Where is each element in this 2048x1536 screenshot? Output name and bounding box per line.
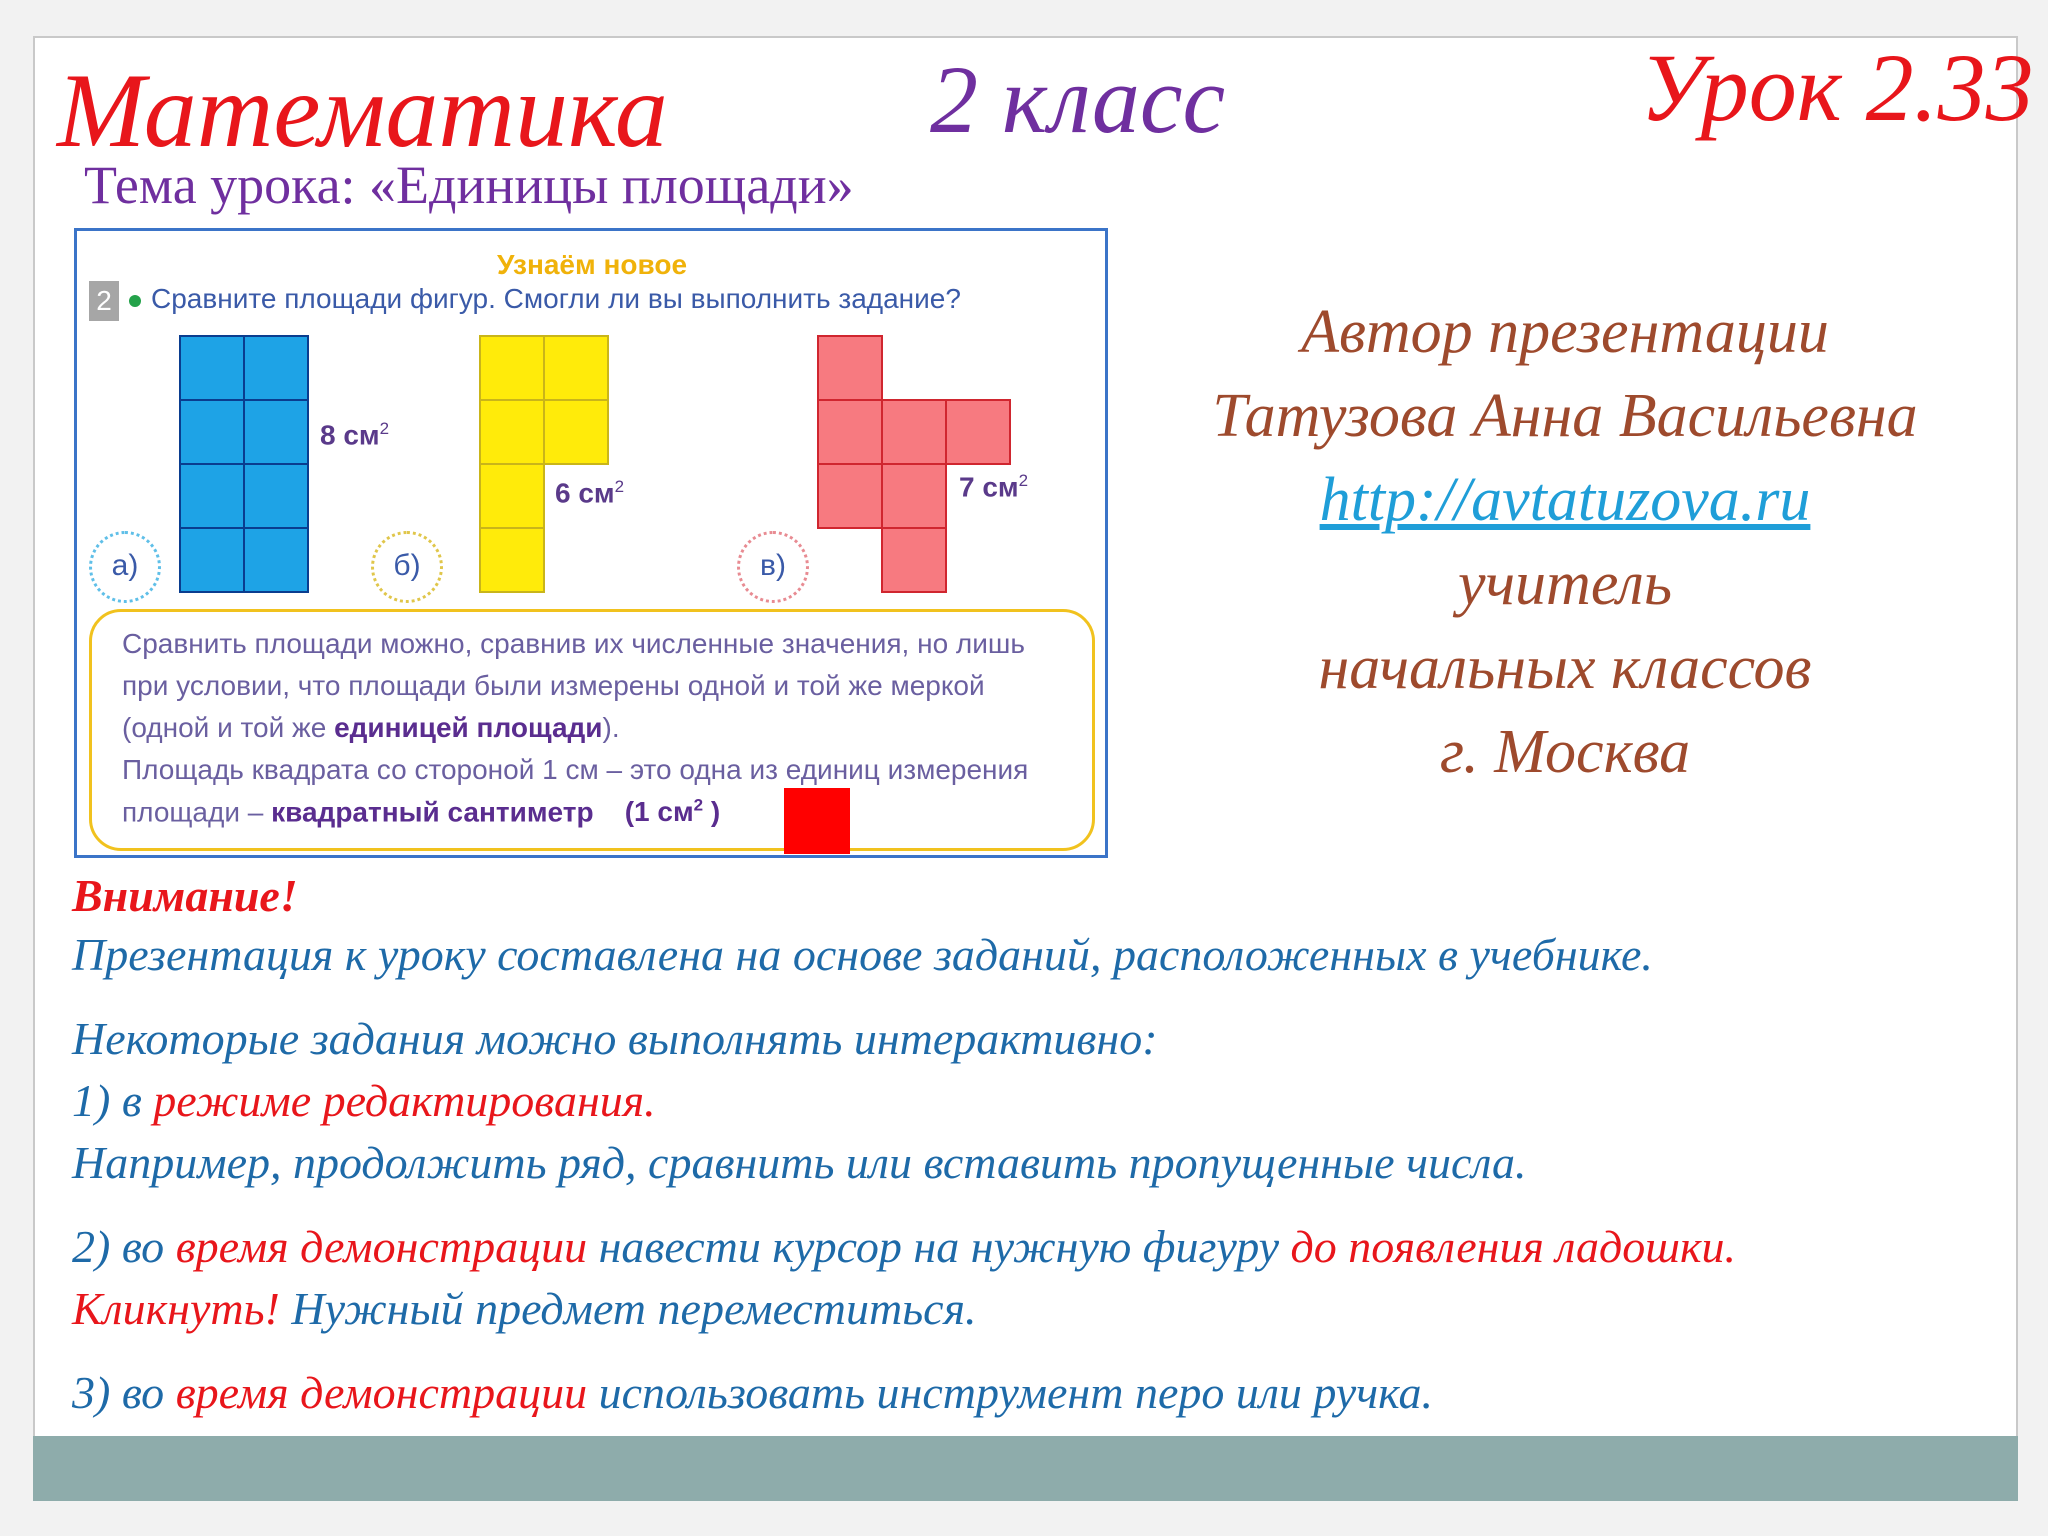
author-name: Татузова Анна Васильевна [1212,382,1918,450]
figure-b-cell [543,335,609,401]
bullet-dot-icon [129,295,141,307]
subject-title: Математика [57,52,668,169]
note-based-on-textbook: Презентация к уроку составлена на основе заданий, расположенных в учебнике. [72,929,1653,980]
figure-b-cell [479,335,545,401]
figure-c-cell [945,399,1011,465]
author-heading: Автор презентации [1301,298,1829,366]
figure-b-badge: б) [371,531,443,603]
figure-a-cell [179,463,245,529]
figure-c-cell [817,399,883,465]
figure-a-cell [243,463,309,529]
figure-a-cell [243,335,309,401]
task-question: Сравните площади фигур. Смогли ли вы выполнить задание? [151,283,961,314]
note-example: Например, продолжить ряд, сравнить или вставить пропущенные числа. [72,1137,1527,1188]
figure-c-area: 7 $см^2$ [959,471,1029,503]
rule-line-5: площади – квадратный сантиметр (1 $см^2$ ) [122,796,721,828]
figure-c-cell [881,463,947,529]
figure-c-cell [881,399,947,465]
unit-square-sample [784,788,850,854]
figure-a-cell [179,335,245,401]
figure-c-cell [881,527,947,593]
task-number: 2 [89,281,119,321]
textbook-excerpt [74,228,1108,858]
rule-line-1: Сравнить площади можно, сравнив их численные значения, но лишь [122,628,1025,659]
lesson-topic: Тема урока: «Единицы площади» [84,155,854,215]
lesson-number: Урок 2.33 [1640,34,2034,141]
note-interactive: Некоторые задания можно выполнять интерактивно: [72,1013,1158,1064]
figure-b-cell [543,399,609,465]
figure-a-badge: а) [89,531,161,603]
figure-b-area: 6 $см^2$ [555,477,625,509]
author-role: учитель [1457,550,1673,618]
figure-b-cell [479,463,545,529]
attention-heading: Внимание! [72,870,298,921]
figure-a-area: 8 $см^2$ [320,419,390,451]
grade-title: 2 класс [930,46,1226,153]
figure-b-cell [479,527,545,593]
figure-a-cell [179,399,245,465]
note-click: Кликнуть! Нужный предмет переместиться. [72,1283,977,1334]
note-mode-demo-cursor: 2) во время демонстрации навести курсор на нужную фигуру до появления ладошки. [72,1221,1736,1272]
rule-line-3: (одной и той же единицей площади). [122,712,620,743]
figure-c-cell [817,463,883,529]
figure-a-cell [243,527,309,593]
note-mode-demo-pen: 3) во время демонстрации использовать инструмент перо или ручка. [72,1367,1434,1418]
figure-a-cell [243,399,309,465]
rule-line-2: при условии, что площади были измерены одной и той же меркой [122,670,985,701]
rule-note [89,609,1095,851]
textbook-section-title: Узнаём новое [497,249,688,280]
author-block [1150,290,1980,794]
author-role-detail: начальных классов [1318,634,1812,702]
rule-line-4: Площадь квадрата со стороной 1 см – это одна из единиц измерения [122,754,1029,785]
footer-bar [33,1436,2018,1501]
figure-a-cell [179,527,245,593]
figure-b-cell [479,399,545,465]
author-city: г. Москва [1439,718,1691,786]
note-mode-editing: 1) в режиме редактирования. [72,1075,656,1126]
figure-c-cell [817,335,883,401]
author-website-link[interactable]: http://avtatuzova.ru [1319,466,1811,534]
figure-c-badge: в) [737,531,809,603]
